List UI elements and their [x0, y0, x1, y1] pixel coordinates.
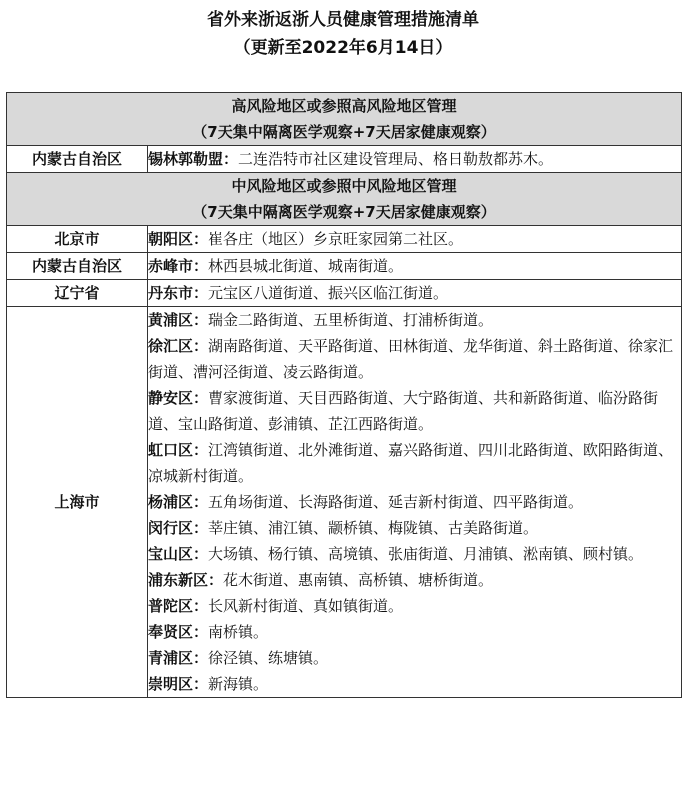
table-row: [7, 280, 682, 307]
district-label: 杨浦区：: [148, 493, 209, 511]
district-label: 浦东新区：: [148, 571, 224, 589]
detail-cell: [148, 146, 682, 173]
area-list: 崔各庄（地区）乡京旺家园第二社区。: [208, 230, 464, 248]
district-label: 普陀区：: [148, 597, 209, 615]
shanghai-district-entry: [148, 437, 681, 489]
district-label: 青浦区：: [148, 649, 209, 667]
shanghai-district-entry: [148, 671, 681, 697]
district-label: 丹东市：: [148, 284, 209, 302]
document-subtitle: （更新至2022年6月14日）: [233, 38, 453, 58]
shanghai-district-entry: [148, 593, 681, 619]
area-list: 花木街道、惠南镇、高桥镇、塘桥街道。: [223, 571, 494, 589]
medium-risk-section-header: [7, 173, 682, 226]
area-list: 五角场街道、长海路街道、延吉新村街道、四平路街道。: [208, 493, 584, 511]
shanghai-district-entry: [148, 307, 681, 333]
area-list: 二连浩特市社区建设管理局、格日勒敖都苏木。: [238, 150, 554, 168]
region-cell-shanghai: 上海市: [7, 307, 148, 698]
detail-cell: [148, 253, 682, 280]
area-list: 林西县城北街道、城南街道。: [208, 257, 404, 275]
detail-cell: [148, 280, 682, 307]
shanghai-district-entry: [148, 541, 681, 567]
shanghai-district-entry: [148, 489, 681, 515]
area-list: 新海镇。: [208, 675, 269, 693]
district-label: 静安区：: [148, 389, 209, 407]
table-row: [7, 226, 682, 253]
high-risk-measure: （7天集中隔离医学观察+7天居家健康观察）: [192, 123, 496, 141]
district-label: 赤峰市：: [148, 257, 209, 275]
region-cell: 内蒙古自治区: [7, 253, 148, 280]
medium-risk-heading-cell: [7, 173, 682, 226]
area-list: 江湾镇街道、北外滩街道、嘉兴路街道、四川北路街道、欧阳路街道、凉城新村街道。: [148, 441, 674, 485]
shanghai-district-entry: [148, 333, 681, 385]
region-cell: 辽宁省: [7, 280, 148, 307]
shanghai-detail-cell: [148, 307, 682, 698]
district-label: 崇明区：: [148, 675, 209, 693]
detail-cell: [148, 226, 682, 253]
table-row-shanghai: [7, 307, 682, 698]
district-label: 朝阳区：: [148, 230, 209, 248]
risk-area-table: [6, 92, 682, 698]
district-label: 黄浦区：: [148, 311, 209, 329]
district-label: 宝山区：: [148, 545, 209, 563]
area-list: 元宝区八道街道、振兴区临江街道。: [208, 284, 449, 302]
table-row: [7, 146, 682, 173]
region-cell: 内蒙古自治区: [7, 146, 148, 173]
shanghai-district-entry: [148, 567, 681, 593]
area-list: 长风新村街道、真如镇街道。: [208, 597, 404, 615]
area-list: 曹家渡街道、天目西路街道、大宁路街道、共和新路街道、临汾路街道、宝山路街道、彭浦镇、芷江西路街道。: [148, 389, 659, 433]
area-list: 大场镇、杨行镇、高境镇、张庙街道、月浦镇、淞南镇、顾村镇。: [208, 545, 644, 563]
high-risk-heading: 高风险地区或参照高风险地区管理: [231, 97, 457, 115]
area-list: 湖南路街道、天平路街道、田林街道、龙华街道、斜土路街道、徐家汇街道、漕河泾街道、凌云路街道。: [148, 337, 674, 381]
district-label: 锡林郭勒盟：: [148, 150, 239, 168]
high-risk-heading-cell: [7, 93, 682, 146]
shanghai-district-entry: [148, 385, 681, 437]
shanghai-district-entry: [148, 619, 681, 645]
district-label: 虹口区：: [148, 441, 209, 459]
region-cell: 北京市: [7, 226, 148, 253]
district-label: 奉贤区：: [148, 623, 209, 641]
district-label: 徐汇区：: [148, 337, 209, 355]
area-list: 莘庄镇、浦江镇、颛桥镇、梅陇镇、古美路街道。: [208, 519, 539, 537]
area-list: 瑞金二路街道、五里桥街道、打浦桥街道。: [208, 311, 494, 329]
district-label: 闵行区：: [148, 519, 209, 537]
medium-risk-heading: 中风险地区或参照中风险地区管理: [231, 177, 457, 195]
medium-risk-measure: （7天集中隔离医学观察+7天居家健康观察）: [192, 203, 496, 221]
high-risk-section-header: [7, 93, 682, 146]
table-row: [7, 253, 682, 280]
shanghai-district-entry: [148, 515, 681, 541]
area-list: 徐泾镇、练塘镇。: [208, 649, 329, 667]
area-list: 南桥镇。: [208, 623, 269, 641]
document-title: 省外来浙返浙人员健康管理措施清单: [207, 10, 479, 30]
shanghai-district-entry: [148, 645, 681, 671]
